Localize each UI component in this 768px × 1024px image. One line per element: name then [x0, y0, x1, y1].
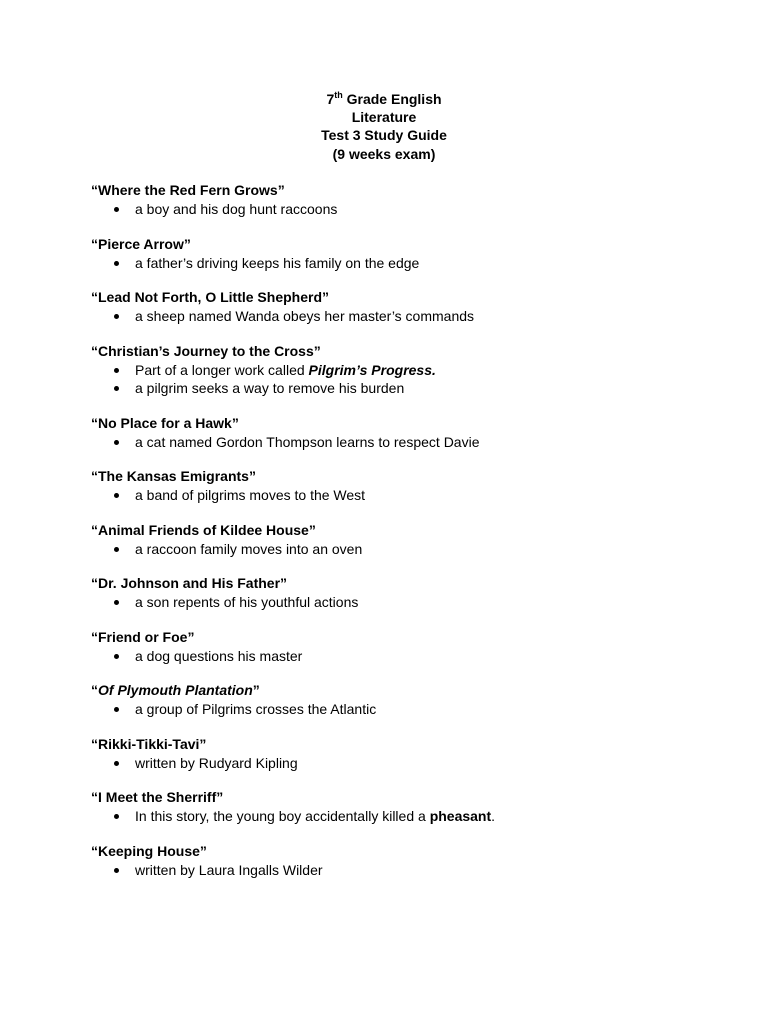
- bullet-emphasis: Pilgrim’s Progress.: [308, 361, 436, 378]
- bullet-text: a sheep named Wanda obeys her master’s commands: [135, 308, 475, 324]
- bullet-item: [91, 700, 731, 719]
- bullet-icon: [114, 207, 119, 212]
- bullet-text: written by Rudyard Kipling: [135, 754, 298, 771]
- bullet-item: [91, 433, 731, 452]
- title-open-quote: “: [91, 682, 98, 698]
- entry-title: “Friend or Foe”: [91, 628, 195, 645]
- bullet-text: a band of pilgrims moves to the West: [135, 487, 366, 503]
- bullet-tail: .: [491, 808, 496, 824]
- bullet-item: [91, 486, 731, 505]
- entry-title: “Lead Not Forth, O Little Shepherd”: [91, 289, 329, 305]
- bullet-text: a group of Pilgrims crosses the Atlantic: [135, 701, 377, 717]
- bullet-item: [91, 754, 731, 773]
- entry-title: “Pierce Arrow”: [91, 235, 191, 252]
- entry-animal-friends: [91, 521, 731, 559]
- bullet-icon: [114, 386, 119, 391]
- grade-number: 7: [326, 91, 335, 107]
- header-grade-line: [0, 90, 768, 108]
- title-emphasis: Of Plymouth Plantation: [98, 682, 253, 698]
- header-test-line: Test 3 Study Guide: [321, 127, 447, 144]
- bullet-icon: [114, 761, 119, 766]
- bullet-item: [91, 379, 731, 398]
- title-close-quote: ”: [252, 682, 260, 698]
- document-header: [0, 90, 768, 163]
- entry-of-plymouth-plantation: [91, 681, 731, 719]
- entry-where-the-red-fern-grows: [91, 181, 731, 219]
- bullet-item: [91, 540, 731, 559]
- bullet-icon: [114, 600, 119, 605]
- bullet-item: [91, 861, 731, 880]
- entry-title: “Dr. Johnson and His Father”: [91, 575, 288, 591]
- bullet-text: a father’s driving keeps his family on the edge: [135, 254, 420, 271]
- header-subject-line: Literature: [351, 109, 417, 126]
- grade-suffix: th: [334, 90, 343, 100]
- entry-dr-johnson: [91, 574, 731, 612]
- bullet-icon: [114, 314, 119, 319]
- bullet-text: Part of a longer work called: [135, 361, 309, 378]
- bullet-item: [91, 307, 731, 326]
- entry-title: “The Kansas Emigrants”: [91, 468, 256, 484]
- entry-rikki-tikki-tavi: [91, 735, 731, 773]
- bullet-item: [91, 807, 731, 826]
- bullet-text: written by Laura Ingalls Wilder: [135, 861, 323, 878]
- entry-title: “No Place for a Hawk”: [91, 414, 239, 431]
- header-exam-line: (9 weeks exam): [332, 145, 436, 162]
- entry-friend-or-foe: [91, 628, 731, 666]
- entry-title: “Where the Red Fern Grows”: [91, 182, 285, 198]
- bullet-item: [91, 200, 731, 219]
- entry-title: “Christian’s Journey to the Cross”: [91, 342, 321, 359]
- bullet-bold: pheasant: [429, 808, 492, 824]
- entry-lead-not-forth: [91, 288, 731, 326]
- entry-title: “I Meet the Sherriff”: [91, 789, 224, 805]
- bullet-text: a dog questions his master: [135, 647, 303, 664]
- entry-title: “Keeping House”: [91, 842, 207, 859]
- bullet-icon: [114, 707, 119, 712]
- bullet-icon: [114, 814, 119, 819]
- bullet-text: a cat named Gordon Thompson learns to respect Davie: [135, 433, 480, 450]
- entry-pierce-arrow: [91, 235, 731, 273]
- entry-no-place-for-a-hawk: [91, 414, 731, 452]
- entry-title: “Rikki-Tikki-Tavi”: [91, 735, 207, 752]
- bullet-icon: [114, 261, 119, 266]
- bullet-icon: [114, 547, 119, 552]
- entry-title: [91, 681, 731, 700]
- bullet-text: a son repents of his youthful actions: [135, 594, 359, 610]
- bullet-item: [91, 254, 731, 273]
- bullet-icon: [114, 368, 119, 373]
- bullet-icon: [114, 654, 119, 659]
- bullet-icon: [114, 493, 119, 498]
- entry-i-meet-the-sherriff: [91, 788, 731, 826]
- bullet-text: a pilgrim seeks a way to remove his burden: [135, 380, 405, 396]
- bullet-text: In this story, the young boy accidentally killed a: [135, 808, 430, 824]
- bullet-icon: [114, 868, 119, 873]
- study-guide-list: [91, 181, 731, 895]
- bullet-item: [91, 593, 731, 612]
- entry-christians-journey: [91, 342, 731, 398]
- entry-title: “Animal Friends of Kildee House”: [91, 521, 316, 538]
- bullet-text: a boy and his dog hunt raccoons: [135, 201, 338, 217]
- bullet-icon: [114, 440, 119, 445]
- bullet-item: [91, 647, 731, 666]
- grade-rest: Grade English: [342, 91, 442, 107]
- bullet-text: a raccoon family moves into an oven: [135, 540, 363, 557]
- entry-keeping-house: [91, 842, 731, 880]
- entry-kansas-emigrants: [91, 467, 731, 505]
- bullet-item: [91, 361, 731, 380]
